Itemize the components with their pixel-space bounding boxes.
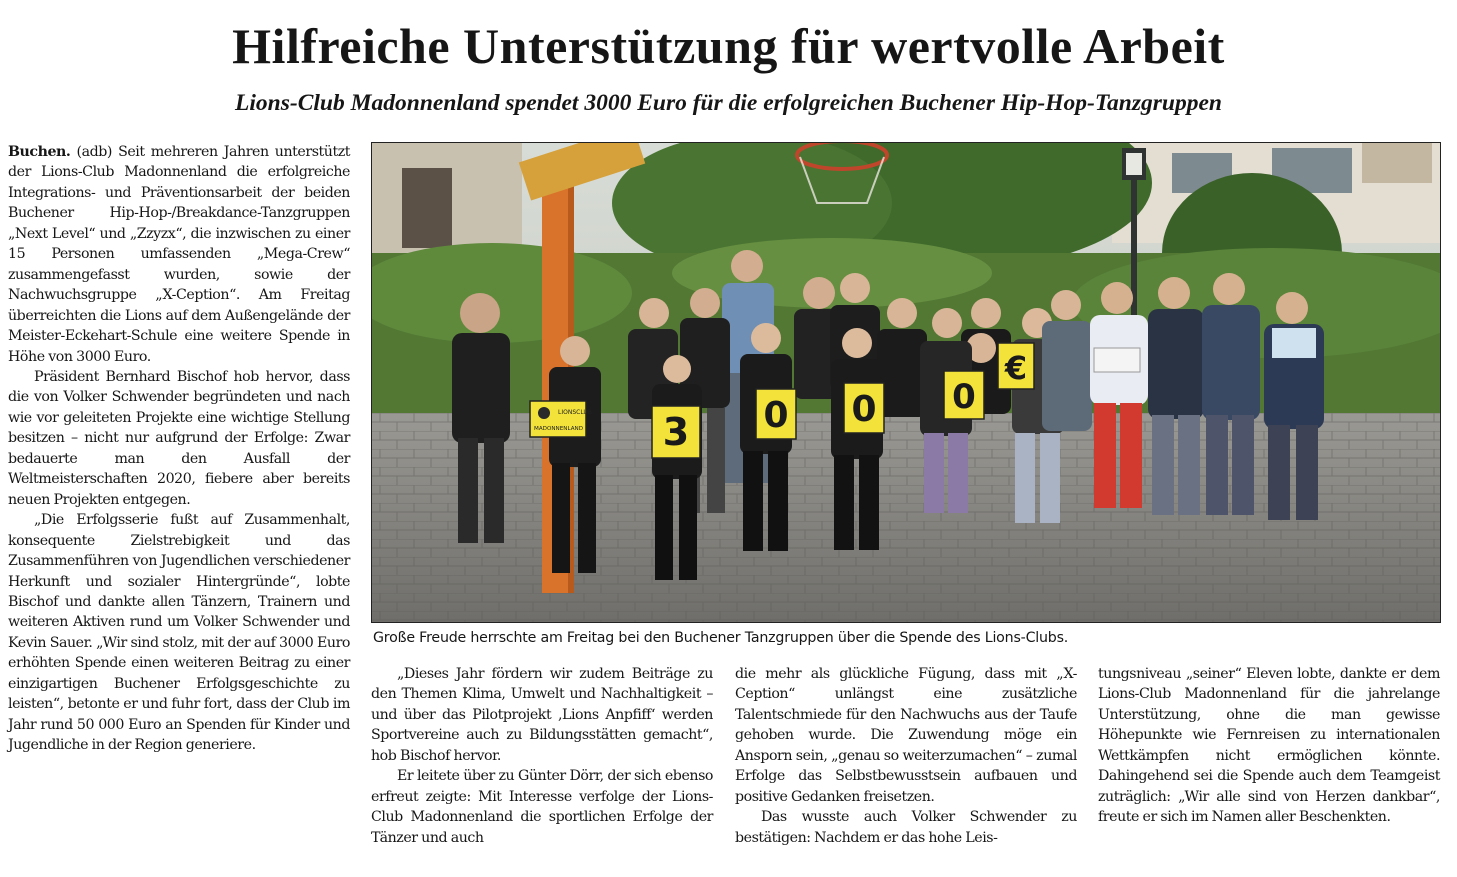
dateline: Buchen. — [8, 144, 71, 160]
article-column-4 — [1098, 664, 1440, 828]
article-photo — [371, 142, 1441, 623]
sign-digit-2-text: 0 — [763, 395, 789, 436]
lions-club-sign — [530, 401, 592, 437]
article-column-1 — [8, 142, 350, 756]
photo-caption: Große Freude herrschte am Freitag bei den Buchener Tanzgruppen über die Spende des Lions-Clubs. — [373, 630, 1069, 646]
article-column-3 — [735, 664, 1077, 848]
paragraph: Er leitete über zu Günter Dörr, der sich ebenso erfreut zeigte: Mit Interesse verfolge der Lions-Club Madonnenland die sportlichen Erfolge der Tänzer und auch — [371, 768, 713, 846]
paragraph: „Dieses Jahr fördern wir zudem Beiträge zu den Themen Klima, Umwelt und Nachhaltigkeit – und über das Pilotprojekt ‚Lions Anpfiff‘ werden Sportvereine auch zu Bildungsstätten gemacht“, hob Bischof hervor. — [371, 666, 713, 764]
subheadline: Lions-Club Madonnenland spendet 3000 Euro für die erfolgreichen Buchener Hip-Hop-Tanzgruppen — [235, 90, 1222, 116]
paragraph: Präsident Bernhard Bischof hob hervor, dass die von Volker Schwender begründeten und nach wie vor geleiteten Projekte eine wichtige Stellung besitzen – nicht nur aufgrund der Erfolge: Zwar bedauerte man den Ausfall der Weltmeisterschaften 2020, fiebere aber bereits neuen Projekten entgegen. — [8, 368, 350, 508]
sign-text-line1: LIONSCLUB — [558, 409, 592, 416]
photo-illustration — [372, 143, 1440, 622]
paragraph: „Die Erfolgsserie fußt auf Zusammenhalt, konsequente Zielstrebigkeit und das Zusammenführen von Jugendlichen verschiedener Herkunft und sozialer Hintergründe“, lobte Bischof und dankte allen Tänzern, Trainern und weiteren Aktiven rund um Volker Schwender und Kevin Sauer. „Wir sind stolz, mit der auf 3000 Euro erhöhten Spende einen weiteren Beitrag zu einer einzigartigen Buchener Erfolgsgeschichte zu leisten“, betonte er und fuhr fort, dass der Club im Jahr rund 50 000 Euro an Spenden für Kinder und Jugendliche in der Region generiere. — [8, 512, 350, 754]
sign-digit-1-text: 3 — [662, 410, 690, 454]
paragraph — [8, 142, 350, 367]
sign-digit-4-text: 0 — [952, 377, 976, 417]
article-column-2 — [371, 664, 713, 848]
paragraph: die mehr als glückliche Fügung, dass mit „X-Ception“ unlängst eine zusätzliche Talentschmiede für den Nachwuchs aus der Taufe gehoben wurde. Die Zuwendung möge ein Ansporn sein, „genau so weiterzumachen“ – zumal Erfolge das Selbstbewusstsein aufbauen und positive Gedanken freisetzen. — [735, 666, 1077, 805]
sign-text-line2: MADONNENLAND — [534, 426, 584, 432]
sign-euro-text: € — [1004, 349, 1028, 387]
paragraph-text: (adb) Seit mehreren Jahren unterstützt der Lions-Club Madonnenland die erfolgreiche Integrations- und Präventionsarbeit der beiden Buchener Hip-Hop-/Breakdance-Tanzgruppen „Next Level“ und „Zzyzx“, die inzwischen zu einer 15 Personen umfassenden „Mega-Crew“ zusammengefasst wurden, sowie der Nachwuchsgruppe „X-Ception“. Am Freitag überreichten die Lions auf dem Außengelände der Meister-Eckehart-Schule eine weitere Spende in Höhe von 3000 Euro. — [8, 144, 350, 365]
headline: Hilfreiche Unterstützung für wertvolle Arbeit — [232, 18, 1225, 74]
paragraph: Das wusste auch Volker Schwender zu bestätigen: Nachdem er das hohe Leis- — [735, 809, 1077, 846]
paragraph: tungsniveau „seiner“ Eleven lobte, dankte er dem Lions-Club Madonnenland für die jahrelange Unterstützung, ohne die man gewisse Höhepunkte wie Fernreisen zu internationalen Wettkämpfen nicht ermöglichen könnte. Dahingehend sei die Spende auch dem Teamgeist zuträglich: „Wir alle sind von Herzen dankbar“, freute er sich im Namen aller Beschenkten. — [1098, 666, 1440, 826]
sign-digit-3-text: 0 — [851, 389, 877, 430]
